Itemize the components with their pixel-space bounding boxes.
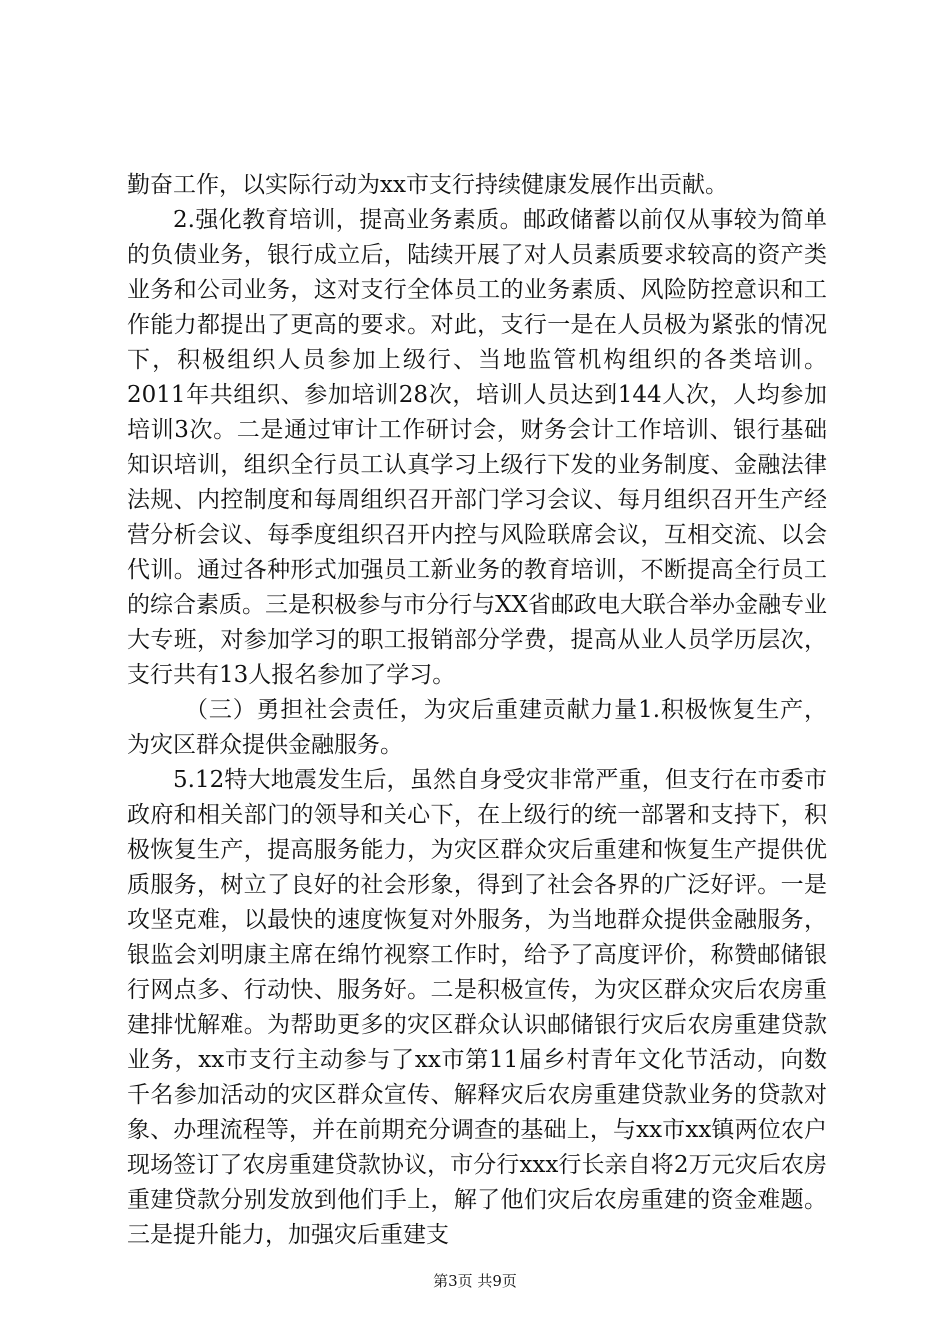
document-body: [127, 168, 827, 1253]
paragraph-earthquake-recovery: 5.12特大地震发生后，虽然自身受灾非常严重，但支行在市委市政府和相关部门的领导和关心下，在上级行的统一部署和支持下，积极恢复生产，提高服务能力，为灾区群众灾后重建和恢复生产提供优质服务，树立了良好的社会形象，得到了社会各界的广泛好评。一是攻坚克难，以最快的速度恢复对外服务，为当地群众提供金融服务，银监会刘明康主席在绵竹视察工作时，给予了高度评价，称赞邮储银行网点多、行动快、服务好。二是积极宣传，为灾区群众灾后农房重建排忧解难。为帮助更多的灾区群众认识邮储银行灾后农房重建贷款业务，xx市支行主动参与了xx市第11届乡村青年文化节活动，向数千名参加活动的灾区群众宣传、解释灾后农房重建贷款业务的贷款对象、办理流程等，并在前期充分调查的基础上，与xx市xx镇两位农户现场签订了农房重建贷款协议，市分行xxx行长亲自将2万元灾后农房重建贷款分别发放到他们手上，解了他们灾后农房重建的资金难题。三是提升能力，加强灾后重建支: [127, 767, 827, 1248]
page-number-footer: 第3页 共9页: [433, 1272, 517, 1290]
paragraph-education-training: 2.强化教育培训，提高业务素质。邮政储蓄以前仅从事较为简单的负债业务，银行成立后，陆续开展了对人员素质要求较高的资产类业务和公司业务，这对支行全体员工的业务素质、风险防控意识和工作能力都提出了更高的要求。对此，支行一是在人员极为紧张的情况下，积极组织人员参加上级行、当地监管机构组织的各类培训。2011年共组织、参加培训28次，培训人员达到144人次，人均参加培训3次。二是通过审计工作研讨会，财务会计工作培训、银行基础知识培训，组织全行员工认真学习上级行下发的业务制度、金融法律法规、内控制度和每周组织召开部门学习会议、每月组织召开生产经营分析会议、每季度组织召开内控与风险联席会议，互相交流、以会代训。通过各种形式加强员工新业务的教育培训，不断提高全行员工的综合素质。三是积极参与市分行与XX省邮政电大联合举办金融专业大专班，对参加学习的职工报销部分学费，提高从业人员学历层次，支行共有13人报名参加了学习。: [127, 207, 827, 688]
paragraph-section-heading-social-responsibility: （三）勇担社会责任，为灾后重建贡献力量1.积极恢复生产，为灾区群众提供金融服务。: [127, 697, 827, 758]
paragraph-continuation: 勤奋工作，以实际行动为xx市支行持续健康发展作出贡献。: [127, 172, 728, 198]
